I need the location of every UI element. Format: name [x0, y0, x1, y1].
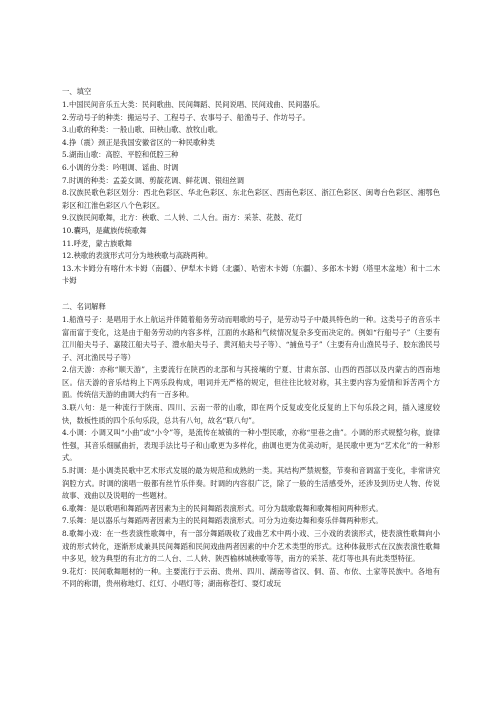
- definition-item: 9.花灯：民间歌舞题材的一种。主要流行于云南、贵州、四川、湖南等省汉、侗、苗、布依、土家等民族中。各地有不同的称谓，贵州称地灯、红灯、小唱灯等；湖南称苍灯、耍灯或玩: [62, 566, 440, 589]
- definition-item: 6.歌舞：是以歌唱和舞蹈两者因素为主的民间舞蹈表演形式。可分为载歌载舞和歌舞相间两种形式。: [62, 503, 383, 513]
- list-item: 3.山歌的种类：一般山歌、田秧山歌、放牧山歌。: [62, 125, 223, 135]
- section-2-heading: 二、名词解释: [62, 301, 106, 311]
- fill-in-blank-list: [62, 99, 440, 288]
- list-item: 12.秧歌的表演形式可分为地秧歌与高跷两种。: [62, 251, 213, 261]
- list-item: 11.呼麦，蒙古族歌舞: [62, 238, 132, 248]
- list-item: 10.囊玛，是藏族传统歌舞: [62, 225, 147, 235]
- list-item: 4.挣（震）颈正是我国安徽省区的一种民歌种类: [62, 137, 215, 147]
- definition-item: 8.歌舞小戏：在一些表演性歌舞中，有一部分舞蹈吸收了戏曲艺术中两小戏、三小戏的表演形式，使表演性歌舞向小戏的形式转化，逐渐形成兼具民间舞蹈和民间戏曲两者因素的中介艺术类型的形式。这种体裁形式在汉族表演性歌舞中多见，较为典型的有北方的二人台、二人转、陕西榆林城秧歌等等，南方的采茶、花灯等也具有此类型特征。: [62, 529, 440, 564]
- list-item: 7.时调的种类：孟姜女调、剪靛花调、鲜花调、银纽丝调: [62, 175, 245, 185]
- list-item: 8.汉族民歌色彩区划分：西北色彩区、华北色彩区、东北色彩区、西南色彩区、浙江色彩区、闽粤台色彩区、湘鄂色彩区和江淮色彩区八个色彩区。: [62, 188, 440, 210]
- list-item: 13.木卡姆分有喀什木卡姆（南疆）、伊犁木卡姆（北疆）、哈密木卡姆（东疆）、多郎木卡姆（塔里木盆地）和十二木卡姆: [62, 263, 440, 286]
- definition-item: 3.联八句：是一种流行于陕南、四川、云南一带的山歌，即在两个反复或变化反复的上下句乐段之间，插入速度较快，数板性质的四个乐句乐段，总共有八句，故名“联八句”。: [62, 403, 440, 425]
- definitions-list: [62, 314, 440, 591]
- section-spacer: [62, 288, 440, 300]
- list-item: 1.中国民间音乐五大类：民间歌曲、民间舞蹈、民间说唱、民间戏曲、民间器乐。: [62, 100, 325, 109]
- definition-item: 2.信天游：亦称“顺天游”，主要流行在陕西的北部和与其接壤的宁夏、甘肃东部、山西的西部以及内蒙古的西南地区。信天游的音乐结构上下两乐段构成，唱词并无严格的规定，但往往比较对称，其主要内容为爱情和诉苦两个方面。传统信天游的曲调大约有一百多种。: [62, 365, 440, 400]
- list-item: 2.劳动号子的种类：搬运号子、工程号子、农事号子、船渔号子、作坊号子。: [62, 112, 310, 122]
- definition-item: 7.乐舞：是以器乐与舞蹈两者因素为主的民间舞蹈表演形式。可分为边奏边舞和奏乐伴舞两种形式。: [62, 516, 383, 526]
- section-1-heading: 一、填空: [62, 87, 92, 96]
- list-item: 6.小调的分类：吟唱调、谣曲、时调: [62, 162, 179, 172]
- list-item: 5.湖南山歌：高腔、平腔和低腔三种: [62, 150, 179, 160]
- document-page: [62, 85, 440, 591]
- definition-item: 1.船渔号子：是唱用于水上航运并伴随着船务劳动而唱歌的号子，是劳动号子中最具特色的一种。这类号子的音乐丰富而富于变化，这是由于船务劳动的内容多样，江面的水路和气候情况复杂多变而决定的。例如“行船号子”（主要有江川船夫号子、嘉陵江船夫号子、澧水船夫号子、黄河船夫号子等）、“捕鱼号子”（主要有舟山渔民号子、胶东渔民号子、河北渔民号子等）: [62, 314, 440, 362]
- definition-item: 5.时调：是小调类民歌中艺术形式发展的最为规范和成熟的一类。其结构严禁规整，节奏和音调富于变化，非常讲究润腔方式。时调的演唱一般都有丝竹乐伴奏。时调的内容很广泛，除了一般的生活感受外，还涉及到历史人物、传说故事、戏曲以及说唱的一些题材。: [62, 466, 440, 501]
- definition-item: 4.小调：小调又叫“小曲”或“小令”等，是流传在城镇的一种小型民歌，亦称“里巷之曲”。小调的形式规整匀称，旋律性强，其音乐细腻曲折，表现手法比号子和山歌更为多样化，曲调也更为优美动听，是民歌中更为“艺术化”的一种形式。: [62, 428, 440, 463]
- list-item: 9.汉族民间歌舞，北方：秧歌、二人转、二人台。南方：采茶、花鼓、花灯: [62, 213, 303, 223]
